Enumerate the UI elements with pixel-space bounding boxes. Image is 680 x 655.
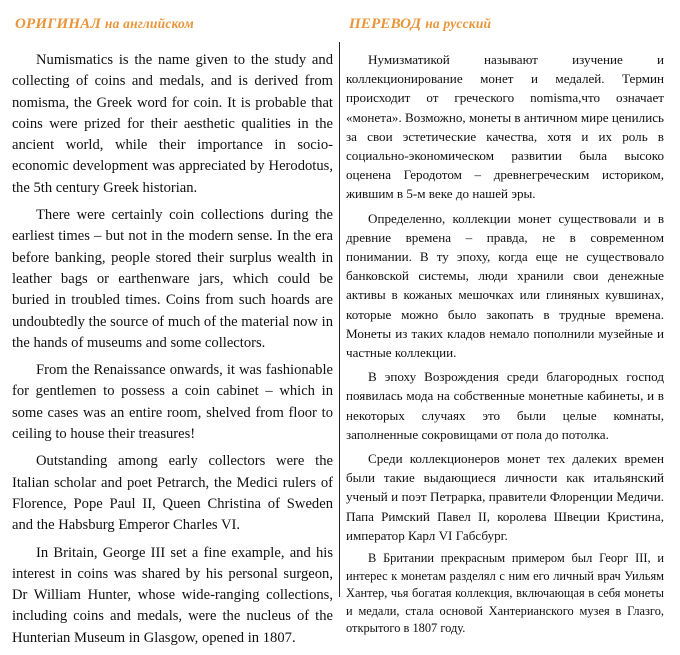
translation-paragraph: Среди коллекционеров монет тех далеких времен были такие выдающиеся личности как итальянский ученый и поэт Петрарка, правители Флоренции Медичи. Папа Римский Павел II, королева Швеции Кристина, император Карл VI Габсбург. — [346, 451, 664, 543]
translation-header — [349, 16, 491, 33]
translation-header-lang: на русский — [425, 16, 492, 31]
translation-paragraph: В Британии прекрасным примером был Георг III, и интерес к монетам разделял с ним его личный врач Уильям Хантер, чья богатая коллекция, включающая в себя монеты и медали, стала основой Хантерианского музея в Глазго, открытого в 1807 году. — [346, 551, 664, 636]
original-header — [15, 16, 194, 33]
translation-header-word: ПЕРЕВОД — [349, 16, 422, 32]
translation-column — [346, 50, 664, 643]
column-divider — [339, 42, 340, 597]
original-paragraph: In Britain, George III set a fine example, and his interest in coins was shared by his personal surgeon, Dr William Hunter, whose wide-ranging collections, including coins and medals, were the nucleus of the Hunterian Museum in Glasgow, opened in 1807. — [12, 544, 333, 646]
original-paragraph: Outstanding among early collectors were the Italian scholar and poet Petrarch, the Medici rulers of Florence, Pope Paul II, Queen Christina of Sweden and the Habsburg Emperor Charles VI. — [12, 453, 333, 534]
original-header-word: ОРИГИНАЛ — [15, 16, 101, 32]
original-header-lang: на английском — [104, 16, 194, 31]
original-paragraph: There were certainly coin collections during the earliest times – but not in the modern sense. In the era before banking, people stored their surplus wealth in leather bags or earthenware jars, which could be buried in troubled times. Coins from such hoards are undoubtedly the source of much of the material now in the hands of museums and some collectors. — [12, 207, 333, 351]
original-paragraph: From the Renaissance onwards, it was fashionable for gentlemen to possess a coin cabinet – which in some cases was an entire room, shelved from floor to ceiling to house their treasures! — [12, 362, 333, 443]
translation-paragraph: В эпоху Возрождения среди благородных господ появилась мода на собственные монетные кабинеты, и в некоторых случаях это были целые комнаты, заполненные сокровищами от пола до потолка. — [346, 369, 664, 442]
original-paragraph: Numismatics is the name given to the study and collecting of coins and medals, and is derived from nomisma, the Greek word for coin. It is probable that coins were prized for their aesthetic qualities in the ancient world, while their importance in socio-economic development was appreciated by Herodotus, the 5th century Greek historian. — [12, 52, 333, 196]
translation-paragraph: Нумизматикой называют изучение и коллекционирование монет и медалей. Термин происходит от греческого nomisma,что означает «монета». Возможно, монеты в античном мире ценились за свои эстетические качества, хотя и их роль в социально-экономическом развитии была высоко оценена Геродотом – древнегреческим историком, жившим в 5-м веке до нашей эры. — [346, 52, 664, 202]
original-column — [12, 50, 333, 655]
translation-paragraph: Определенно, коллекции монет существовали и в древние времена – правда, не в современном понимании. В ту эпоху, когда еще не существовало банковской системы, люди хранили свои денежные активы в кожаных мешочках или глиняных кувшинах, которые можно было закопать в трудные времена. Монеты из таких кладов немало пополнили музейные и частные коллекции. — [346, 210, 664, 361]
